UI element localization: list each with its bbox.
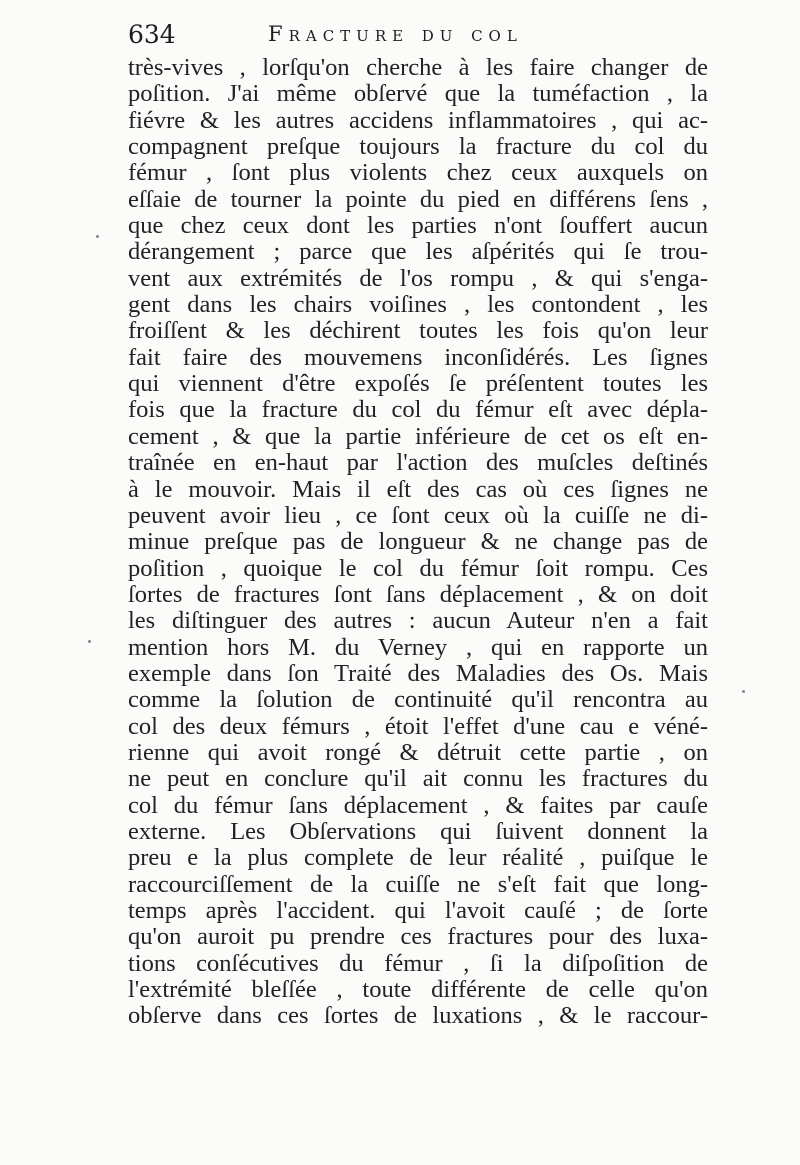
text-line: rienne qui avoit rongé & détruit cette partie , on (128, 738, 708, 766)
text-line: cement , & que la partie inférieure de cet os eſt en- (128, 422, 708, 450)
text-line: les diſtinguer des autres : aucun Auteur n'en a fait (128, 607, 708, 635)
ink-speck (88, 640, 91, 643)
text-line: mention hors M. du Verney , qui en rapporte un (128, 633, 708, 661)
text-line: vent aux extrémités de l'os rompu , & qui s'enga- (128, 264, 708, 292)
page-number: 634 (128, 20, 176, 49)
text-line: fait faire des mouvemens inconſidérés. Les ſignes (128, 343, 708, 371)
running-head: Fracture du col (268, 22, 523, 46)
text-line: à le mouvoir. Mais il eſt des cas où ces ſignes ne (128, 475, 708, 503)
text-line: exemple dans ſon Traité des Maladies des Os. Mais (128, 659, 708, 687)
body-text (128, 55, 708, 1030)
text-line: ne peut en conclure qu'il ait connu les fractures du (128, 765, 708, 793)
text-line: fois que la fracture du col du fémur eſt avec dépla- (128, 396, 708, 424)
text-line: eſſaie de tourner la pointe du pied en différens ſens , (128, 185, 708, 213)
text-line: compagnent preſque toujours la fracture du col du (128, 133, 708, 161)
text-line: que chez ceux dont les parties n'ont ſouffert aucun (128, 212, 708, 240)
text-line: fiévre & les autres accidens inflammatoires , qui ac- (128, 106, 708, 134)
text-line: minue preſque pas de longueur & ne change pas de (128, 528, 708, 556)
text-line: col du fémur ſans déplacement , & faites par cauſe (128, 791, 708, 819)
text-line: col des deux fémurs , étoit l'effet d'une cau e véné- (128, 712, 708, 740)
text-line: externe. Les Obſervations qui ſuivent donnent la (128, 817, 708, 845)
text-line: gent dans les chairs voiſines , les contondent , les (128, 291, 708, 319)
text-line: poſition. J'ai même obſervé que la tuméfaction , la (128, 80, 708, 108)
text-line: poſition , quoique le col du fémur ſoit rompu. Ces (128, 554, 708, 582)
ink-speck (96, 235, 99, 238)
text-line: qu'on auroit pu prendre ces fractures pour des luxa- (128, 923, 708, 951)
text-line: fémur , ſont plus violents chez ceux auxquels on (128, 159, 708, 187)
text-line: tions conſécutives du fémur , ſi la diſpoſition de (128, 949, 708, 977)
text-line: peuvent avoir lieu , ce ſont ceux où la cuiſſe ne di- (128, 501, 708, 529)
text-line: dérangement ; parce que les aſpérités qui ſe trou- (128, 238, 708, 266)
text-line: raccourciſſement de la cuiſſe ne s'eſt fait que long- (128, 870, 708, 898)
text-line: ſortes de fractures ſont ſans déplacement , & on doit (128, 580, 708, 608)
text-line: traînée en en-haut par l'action des muſcles deſtinés (128, 449, 708, 477)
page-header (128, 14, 708, 54)
text-line: obſerve dans ces ſortes de luxations , & le raccour- (128, 1002, 708, 1030)
text-line: l'extrémité bleſſée , toute différente de celle qu'on (128, 976, 708, 1004)
text-line: preu e la plus complete de leur réalité , puiſque le (128, 844, 708, 872)
text-line: comme la ſolution de continuité qu'il rencontra au (128, 686, 708, 714)
text-line: très-vives , lorſqu'on cherche à les faire changer de (128, 54, 708, 81)
text-line: temps après l'accident. qui l'avoit cauſé ; de ſorte (128, 897, 708, 924)
text-line: qui viennent d'être expoſés ſe préſentent toutes les (128, 370, 708, 398)
ink-speck (742, 690, 745, 693)
text-line: froiſſent & les déchirent toutes les fois qu'on leur (128, 317, 708, 345)
